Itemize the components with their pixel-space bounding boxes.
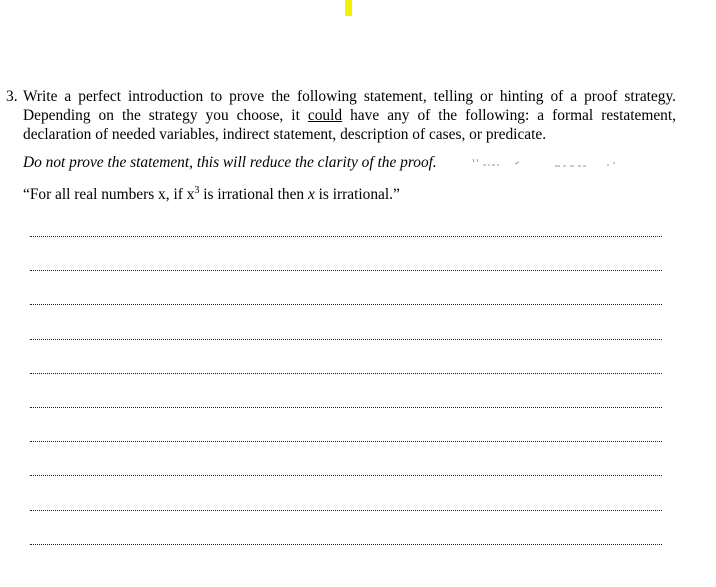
faint-scribble-marks [471,157,631,169]
instructions-part-1: Write a perfect introduction to prove the following statement, telling or hinting of a proof strategy. Depending on the strategy you choose, it [23,88,676,124]
note-do-not-prove [23,153,676,172]
problem-number: 3. [6,88,18,105]
answer-line [30,236,662,270]
statement-suffix: is irrational.” [314,186,400,204]
instructions-part-2: have any of the following: a formal restatement, declaration of needed variables, indirect statement, description of cases, or predicate. [23,107,676,143]
statement-exponent: 3 [194,185,200,196]
answer-line [30,373,662,407]
answer-area [30,236,662,578]
answer-line [30,441,662,475]
answer-line [30,407,662,441]
problem-body [23,87,676,204]
problem-3 [6,87,676,204]
answer-line [30,339,662,373]
note-text: Do not prove the statement, this will reduce the clarity of the proof. [23,154,437,171]
statement-to-prove [23,181,676,204]
answer-line [30,510,662,544]
answer-line [30,475,662,509]
answer-line [30,304,662,338]
statement-middle: is irrational then [199,186,308,204]
underlined-could: could [307,107,343,124]
answer-line [30,270,662,304]
highlight-marker [345,0,352,16]
statement-prefix: “For all real numbers x, if x [23,186,195,204]
answer-line [30,544,662,578]
statement-variable: x [307,186,315,204]
problem-instructions [23,87,676,144]
